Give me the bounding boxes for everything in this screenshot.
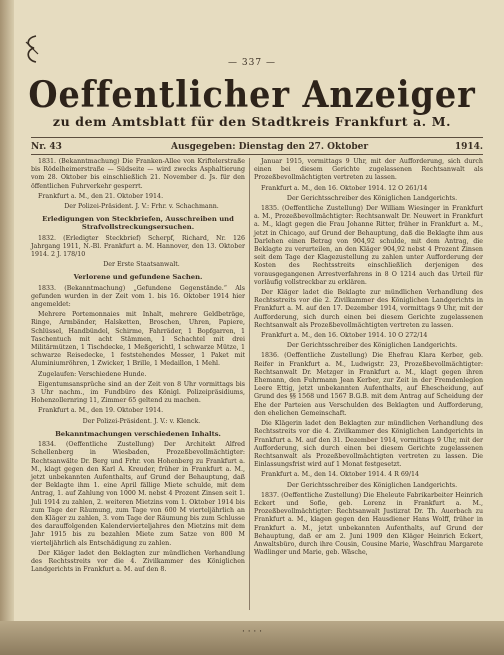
notice-paragraph: Die Klägerin ladet den Beklagten zur mündlichen Verhandlung des Rechtsstreits vor die 4. Zivilkammer des Königlichen Landgerichts in Frankfurt a. M. auf den 31. Dezember 1914, vormittags 9 Uhr, mit der Aufforderung, sich durch einen bei diesem Gerichte zugelassenen Rechtsanwalt als Prozeßbevollmächtigten vertreten zu lassen. Die Einlassungsfrist wird auf 1 Monat festgesetzt. bbox=[254, 420, 483, 469]
column-divider bbox=[249, 158, 250, 610]
notice-paragraph: Der Kläger ladet den Beklagten zur mündlichen Verhandlung des Rechtsstreits vor die 4. Zivilkammer des Königlichen Landgerichts in Frankfurt a. M. auf den 8. bbox=[31, 549, 245, 574]
notice-paragraph: Frankfurt a. M., den 19. Oktober 1914. bbox=[38, 407, 164, 415]
notice-paragraph: 1832. (Erledigter Steckbrief) Scherpf, Richard, Nr. 126 Jahrgang 1911, N.-Bl. Frankfurt a. M. Hannover, den 13. Oktober 1914. 2 J. 178/10 bbox=[31, 234, 245, 259]
section-heading: Erledigungen von Steckbriefen, Ausschreiben und Strafvollstreckungsersuchen. bbox=[42, 215, 234, 232]
header-rule-top bbox=[31, 137, 483, 138]
issue-number: Nr. 43 bbox=[31, 142, 62, 152]
notice-paragraph: 1835. (Oeffentliche Zustellung) Der William Wiesinger in Frankfurt a. M., Prozeßbevollmächtigter: Rechtsanwalt Dr. Neuwert in Frankfurt a. M., klagt gegen die Frau Johanne Ritter, früher in Frankfurt a. M., jetzt in Chicago, auf Grund der Behauptung, daß die Beklagte ihm aus Darlehen einen Betrag von 904,92 schulde, mit dem Antrag, die Beklagte zu verurteilen, an den Kläger 904,92 nebst 4 Prozent Zinsen seit dem Tage der Klagezustellung zu zahlen unter Aufforderung der Kosten des Rechtsstreits einschließlich derjenigen des vorausgegangenen Arrestverfahrens in 8 O 1214 auch das Urteil für vorläufig vollstreckbar zu erklären. bbox=[254, 205, 483, 286]
footer-stamp: · · · · bbox=[241, 627, 263, 637]
notice-paragraph: Januar 1915, vormittags 9 Uhr, mit der Aufforderung, sich durch einen bei diesem Gerichte zugelassenen Rechtsanwalt als Prozeßbevollmächtigten vertreten zu lassen. bbox=[254, 158, 483, 182]
notice-paragraph: 1837. (Oeffentliche Zustellung) Die Eheleute Fabrikarbeiter Heinrich Eckert und Sofie, geb. Lorenz in Frankfurt a. M., Prozeßbevollmächtigter: Rechtsanwalt Justizrat Dr. Th. Auerbach zu Frankfurt a. M., klagen gegen den Hausdiener Hans Wolff, früher in Frankfurt a. M., jetzt unbekannten Aufenthalts, auf Grund der Behauptung, daß er am 2. Juni 1909 den Kläger Heinrich Eckert, Anwaltsbüro, durch ihre Cousin, Cousine Marie, Waschfrau Margarete Wadlinger und Marie, geb. Wäsche, bbox=[254, 491, 483, 557]
newspaper-title: Oeffentlicher Anzeiger bbox=[28, 74, 476, 116]
notice-paragraph: 1834. (Oeffentliche Zustellung) Der Architekt Alfred Schellenberg in Wiesbaden, Prozeßbevollmächtigter: Rechtsanwälte Dr. Berg und Frhr. von Hohenberg zu Frankfurt a. M., klagt gegen den Karl A. Kreuder, früher in Frankfurt a. M., jetzt unbekannten Aufenthalts, auf Grund der Behauptung, daß der Beklagte ihm 1. eine April fällige Miete schulde, mit dem Antrag, 1. auf Zahlung von 1000 M. nebst 4 Prozent Zinsen seit 1. Juli 1914 zu zahlen, 2. weiteren Mietzins vom 1. Oktober 1914 bis zum Tage der Räumung, zum Tage von 600 M vierteljährlich an den Kläger zu zahlen, 3. vom Tage der Räumung bis zum Schlusse des darauffolgenden Kalendervierteljahres den Mietzins mit dem Jahr 1915 bis zu bezahlen Miete zum Satze von 800 M vierteljährlich als Entschädigung zu zahlen. bbox=[31, 441, 245, 547]
signature-line: Der Gerichtsschreiber des Königlichen Landgerichts. bbox=[286, 481, 458, 489]
header-rule-bottom bbox=[31, 154, 483, 155]
issue-date: Ausgegeben: Dienstag den 27. Oktober bbox=[171, 142, 369, 152]
newspaper-subtitle: zu dem Amtsblatt für den Stadtkreis Frankfurt a. M. bbox=[52, 114, 452, 129]
page-binding-edge bbox=[0, 0, 14, 655]
notice-paragraph: Zugelaufen: Verschiedene Hunde. bbox=[38, 370, 147, 378]
left-column bbox=[31, 158, 245, 576]
page-number: — 337 — bbox=[228, 58, 276, 68]
signature-line: Der Erste Staatsanwalt. bbox=[103, 261, 180, 269]
signature-line: Der Polizei-Präsident. J. V.: Frhr. v. Schachmann. bbox=[64, 203, 219, 211]
issue-year: 1914. bbox=[454, 142, 483, 152]
notice-paragraph: Frankfurt a. M., den 16. Oktober 1914. 12 O 261/14 bbox=[261, 184, 428, 192]
notice-paragraph: Eigentumsansprüche sind an der Zeit von 8 Uhr vormittags bis 3 Uhr nachm., im Fundbüro des Königl. Polizeipräsidiums, Hohenzollernring 11, Zimmer 65 geltend zu machen. bbox=[31, 380, 245, 405]
signature-line: Der Gerichtsschreiber des Königlichen Landgerichts. bbox=[286, 194, 458, 202]
section-heading: Verlorene und gefundene Sachen. bbox=[73, 273, 203, 282]
right-column bbox=[254, 158, 483, 559]
notice-paragraph: 1836. (Oeffentliche Zustellung) Die Ehefrau Klara Kerber, geb. Reifer in Frankfurt a. M., Ludwigstr. 23, Prozeßbevollmächtigter: Rechtsanwalt Dr. Metzger in Frankfurt a. M., klagt gegen ihren Ehemann, den Fuhrmann Jean Kerber, zur Zeit in der Fremdenlegion Leere Ettig, jetzt unbekannten Aufenthalts, auf Ehescheidung, auf Grund des §§ 1568 und 1567 B.G.B. mit dem Antrag auf Scheidung der Ehe der Parteien aus Verschulden des Beklagten und Aufforderung, den ehelichen Gemeinschaft. bbox=[254, 352, 483, 417]
notice-paragraph: 1833. (Bekanntmachung) „Gefundene Gegenstände.“ Als gefunden wurden in der Zeit vom 1. bis 16. Oktober 1914 hier angemeldet: bbox=[31, 284, 245, 309]
notice-paragraph: 1831. (Bekanntmachung) Die Franken-Allee von Kriftelerstraße bis Rödelheimerstraße — Südseite — wird zwecks Asphaltierung vom 28. Oktober bis einschließlich 21. November d. Js. für den öffentlichen Fuhrverkehr gesperrt. bbox=[31, 158, 245, 190]
signature-line: Der Polizei-Präsident. J. V.: v. Klenck. bbox=[82, 417, 201, 425]
notice-paragraph: Der Kläger ladet die Beklagte zur mündlichen Verhandlung des Rechtsstreits vor die 2. Zivilkammer des Königlichen Landgerichts in Frankfurt a. M. auf den 17. Dezember 1914, vormittags 9 Uhr, mit der Aufforderung, sich durch einen bei diesem Gerichte zugelassenen Rechtsanwalt als Prozeßbevollmächtigten vertreten zu lassen. bbox=[254, 289, 483, 329]
section-heading: Bekanntmachungen verschiedenen Inhalts. bbox=[55, 429, 221, 438]
notice-paragraph: Frankfurt a. M., den 14. Oktober 1914. 4 R 69/14 bbox=[261, 471, 419, 479]
notice-paragraph: Frankfurt a. M., den 21. Oktober 1914. bbox=[38, 192, 164, 200]
notice-paragraph: Frankfurt a. M., den 16. Oktober 1914. 10 O 272/14 bbox=[261, 332, 428, 340]
signature-line: Der Gerichtsschreiber des Königlichen Landgerichts. bbox=[286, 342, 458, 350]
notice-paragraph: Mehrere Portemonnaies mit Inhalt, mehrere Geldbeträge, Ringe, Armbänder, Halsketten, Broschen, Uhren, Papiere, Schlüssel, Handbündel, Schirme, Fahrräder, 1 Bopfgarren, 1 Taschentuch mit acht Stämmen, 1 Schachtel mit drei Militärmützen, 1 Tischdecke, 1 Meßgerichtl, 1 schwarze Mütze, 1 schwarze Reisedecke, 1 feststehendes Messer, 1 Paket mit Aluminiumröhren, 1 Zwicker, 1 Brille, 1 Medaillon, 1 Mehl. bbox=[31, 311, 245, 368]
